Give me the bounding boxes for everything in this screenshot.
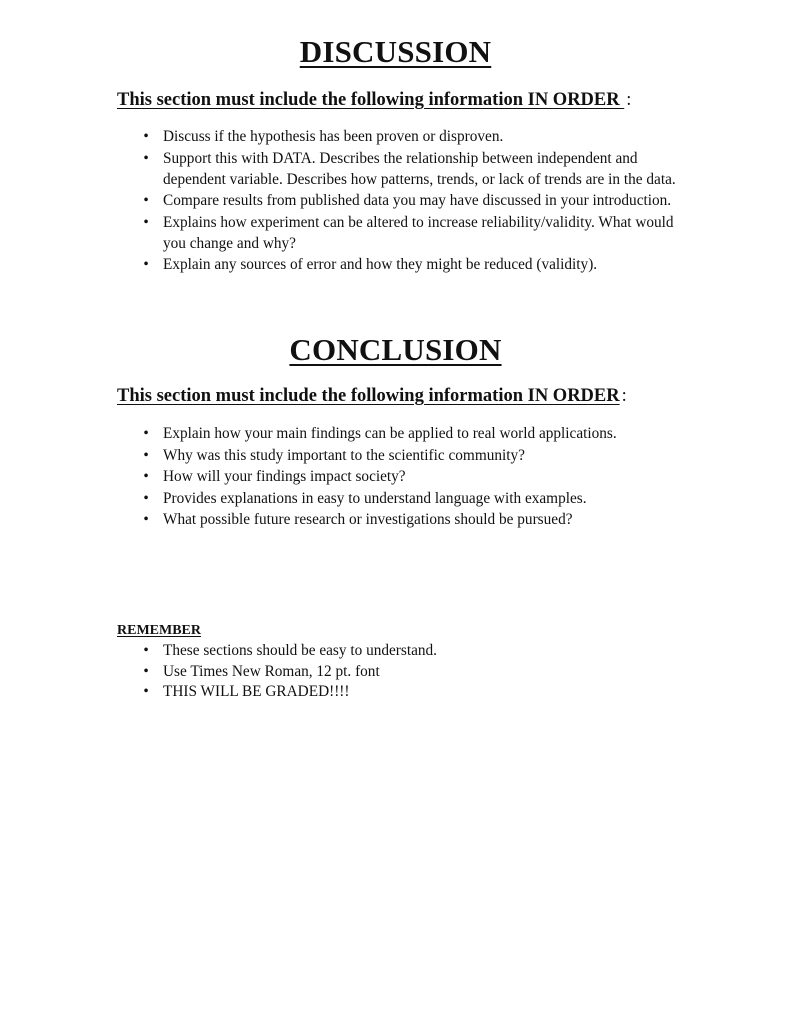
list-item: [143, 682, 683, 702]
list-item: [143, 212, 683, 254]
list-item: [143, 662, 683, 682]
conclusion-subheading-colon: :: [621, 386, 627, 406]
discussion-list: [143, 126, 683, 276]
list-item-text: Support this with DATA. Describes the relationship between independent and dependent variable. Describes how patterns, trends, or lack of trends are in the data.: [163, 149, 676, 188]
list-item-text: What possible future research or investigations should be pursued?: [163, 511, 573, 528]
list-item: [143, 126, 683, 147]
list-item: [143, 190, 683, 211]
remember-heading: REMEMBER: [117, 623, 201, 638]
discussion-subheading: [117, 90, 631, 111]
list-item: [143, 466, 683, 487]
list-item-text: Discuss if the hypothesis has been proven or disproven.: [163, 128, 504, 145]
bullet-icon: •: [143, 425, 149, 442]
list-item: [143, 509, 683, 530]
list-item: [143, 148, 683, 190]
list-item: [143, 641, 683, 661]
bullet-icon: •: [143, 192, 149, 209]
discussion-subheading-text: This section must include the following information IN ORDER: [117, 90, 625, 110]
list-item: [143, 254, 683, 275]
remember-list: [143, 641, 683, 703]
list-item: [143, 445, 683, 466]
list-item-text: Use Times New Roman, 12 pt. font: [163, 662, 380, 680]
list-item: [143, 423, 683, 444]
list-item: [143, 488, 683, 509]
conclusion-list: [143, 423, 683, 531]
list-item-text: Explains how experiment can be altered to increase reliability/validity. What would you change and why?: [163, 213, 674, 252]
conclusion-title: CONCLUSION: [289, 332, 502, 367]
bullet-icon: •: [143, 683, 149, 700]
bullet-icon: •: [143, 256, 149, 273]
bullet-icon: •: [143, 511, 149, 528]
bullet-icon: •: [143, 213, 149, 231]
list-item-text: Explain how your main findings can be applied to real world applications.: [163, 425, 617, 442]
list-item-text: THIS WILL BE GRADED!!!!: [163, 683, 350, 700]
discussion-title: DISCUSSION: [299, 34, 492, 69]
list-item-text: Explain any sources of error and how they might be reduced (validity).: [163, 256, 598, 273]
bullet-icon: •: [143, 662, 149, 680]
bullet-icon: •: [143, 446, 149, 464]
bullet-icon: •: [143, 468, 149, 485]
list-item-text: Compare results from published data you may have discussed in your introduction.: [163, 192, 672, 209]
bullet-icon: •: [143, 642, 149, 659]
bullet-icon: •: [143, 149, 149, 167]
bullet-icon: •: [143, 128, 149, 145]
list-item-text: Provides explanations in easy to understand language with examples.: [163, 489, 587, 507]
conclusion-subheading-text: This section must include the following information IN ORDER: [117, 386, 620, 406]
discussion-subheading-colon: :: [626, 90, 632, 110]
list-item-text: How will your findings impact society?: [163, 468, 406, 485]
list-item-text: Why was this study important to the scientific community?: [163, 446, 525, 464]
list-item-text: These sections should be easy to understand.: [163, 642, 438, 659]
conclusion-subheading: [117, 386, 627, 407]
bullet-icon: •: [143, 489, 149, 507]
